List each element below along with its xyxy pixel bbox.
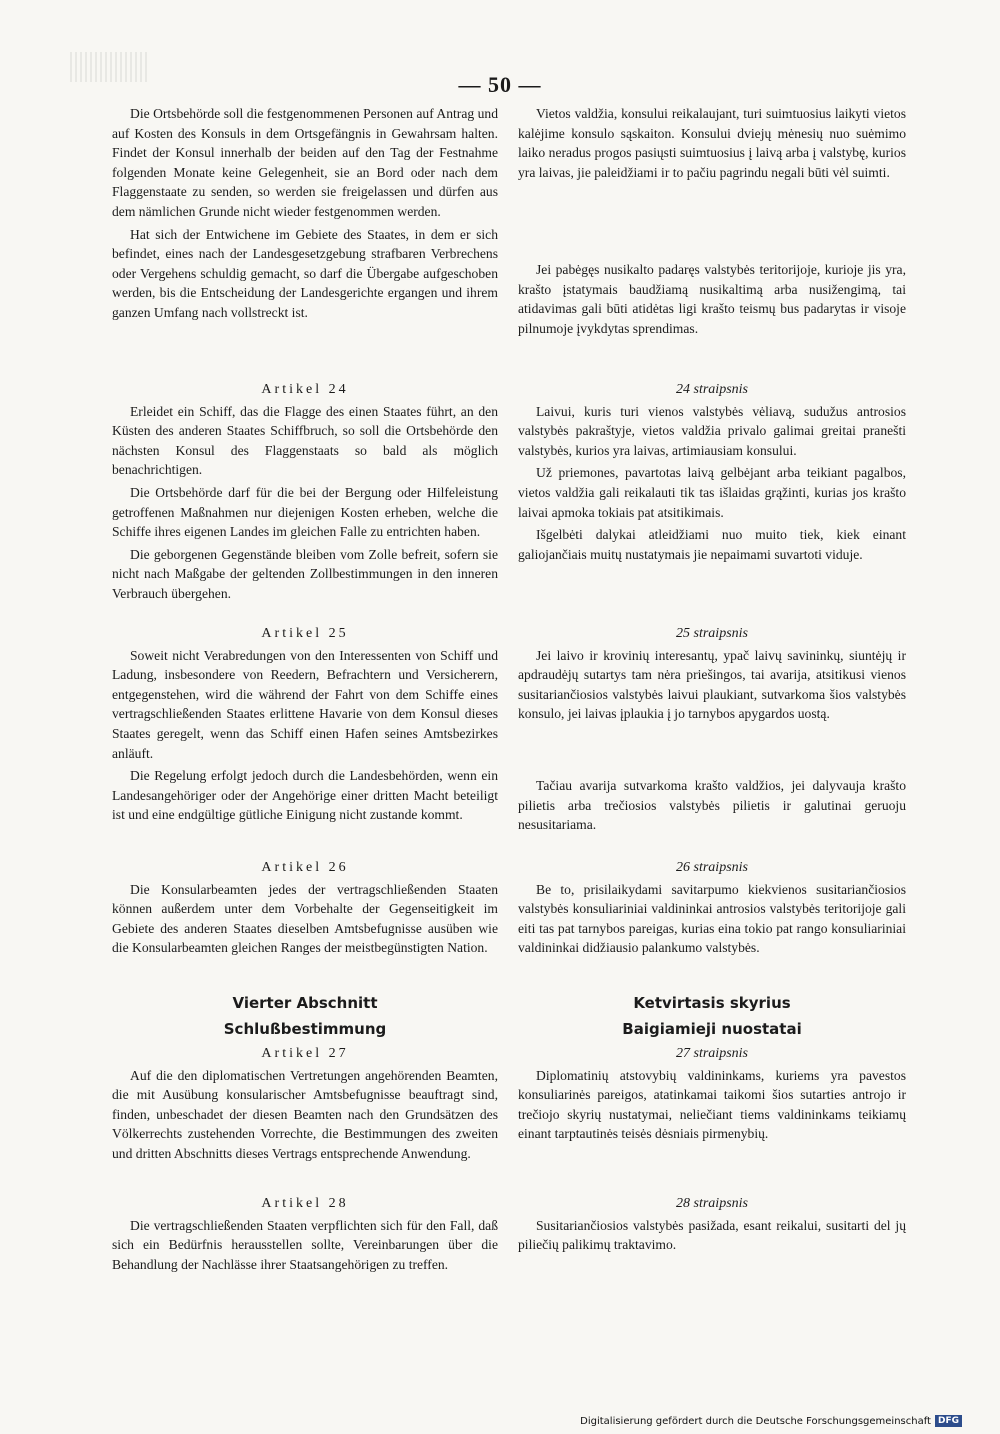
footer-text: Digitalisierung gefördert durch die Deutsche Forschungsgemeinschaft [580, 1415, 931, 1427]
paragraph: Už priemones, pavartotas laivą gelbėjant arba teikiant pagalbos, vietos valdžia gali reikalauti tik tas išlaidas grąžinti, kurias jos krašto laivai apmoka tokiais pat atsitikimais. [518, 465, 906, 520]
section-subtitle: Schlußbestimmung [223, 1019, 387, 1038]
german-article-28 [112, 1194, 498, 1274]
article-heading: 24 straipsnis [676, 382, 748, 397]
paragraph: Susitariančiosios valstybės pasižada, esant reikalui, susitarti del jų piliečių palikimų traktavimo. [518, 1217, 906, 1253]
paragraph: Die Ortsbehörde soll die festgenommenen Personen auf Antrag und auf Kosten des Konsuls in dem Ortsgefängnis in Gewahrsam halten. Findet der Konsul innerhalb der beiden auf den Tag der Festnahme folgenden Monate keine Gelegenheit, sie an Bord oder nach dem Flaggenstaate zu senden, so werden sie freigelassen und dürfen aus dem nämlichen Grunde nicht wieder festgenommen werden. [112, 106, 498, 219]
paragraph: Auf die den diplomatischen Vertretungen angehörenden Beamten, die mit Ausübung konsularischer Amtsbefugnisse beauftragt sind, finden, unbeschadet der diesen Beamten nach den Grundsätzen des Völkerrechts zustehenden Vorrechte, die Bestimmungen des zweiten und dritten Abschnitts dieses Vertrags entsprechende Anwendung. [112, 1067, 498, 1161]
lithuanian-section-heading [518, 994, 906, 1039]
lithuanian-article-26 [518, 858, 906, 958]
paragraph: Tačiau avarija sutvarkoma krašto valdžios, jei dalyvauja krašto pilietis arba trečiosios valstybės pilietis ir galutinai geruoju nesusitariama. [518, 778, 906, 833]
paragraph: Jei pabėgęs nusikalto padaręs valstybės teritorijoje, kurioje jis yra, krašto įstatymais baudžiamą nusikaltimą arba nusižengimą, tai atidavimas gali būti atidėtas ligi krašto teismų bus padarytas ir visoje pilnumoje įvykdytas sprendimas. [518, 262, 906, 336]
paragraph: Die Konsularbeamten jedes der vertragschließenden Staaten können außerdem unter dem Vorbehalte der Gegenseitigkeit im Gebiete des anderen Staates dieselben Amtsbefugnisse ausüben wie die Konsularbeamten gleichen Ranges der meistbegünstigten Nation. [112, 881, 498, 956]
paragraph: Die geborgenen Gegenstände bleiben vom Zolle befreit, sofern sie nicht nach Maßgabe der geltenden Zollbestimmungen in den inneren Verbrauch übergehen. [112, 546, 498, 601]
lithuanian-block-second [518, 260, 906, 338]
german-article-25 [112, 624, 498, 825]
paragraph: Soweit nicht Verabredungen von den Interessenten von Schiff und Ladung, insbesondere von Reedern, Befrachtern und Versicherern, entgegenstehen, wird die während der Fahrt von dem Schiffe eines vertragschließenden Staates erlittene Havarie von dem Konsul dieses Staates geregelt, wenn das Schiff einen Hafen seines Amtsbezirkes anläuft. [112, 647, 498, 761]
lithuanian-article-25 [518, 624, 906, 724]
paragraph: Išgelbėti dalykai atleidžiami nuo muito tiek, kiek einant galiojančiais muitų nustatymais jie nepaimami suvartoti viduje. [518, 527, 906, 562]
paragraph: Erleidet ein Schiff, das die Flagge des einen Staates führt, an den Küsten des anderen Staates Schiffbruch, so soll die Ortsbehörde den nächsten Konsul des Flaggenstaats so bald als möglich benachrichtigen. [112, 403, 498, 478]
paragraph: Diplomatinių atstovybių valdininkams, kuriems yra pavestos konsuliarinės pareigos, atatinkamai taikomi šios sutarties antrojo ir trečiojo skyrių nustatymai, neliečiant tiems valdininkams teikiamų einant tarptautinės teisės dėsniais pirmenybių. [518, 1067, 906, 1142]
article-heading: 28 straipsnis [676, 1196, 748, 1211]
paragraph: Jei laivo ir krovinių interesantų, ypač laivų savininkų, siuntėjų ir apdraudėjų sutartys tam nėra priešingos, tai avarija, atsitikusi vienos susitariančiosios valstybės laivui plaukiant, sutvarkoma šios valstybės konsulo, jei laivas įplaukia į jo tarnybos apygardos uostą. [518, 647, 906, 722]
german-section-heading [112, 994, 498, 1039]
paragraph: Be to, prisilaikydami savitarpumo kiekvienos susitariančiosios valstybės konsuliariniai valdininkai antrosios valstybės teritorijoje gali eiti tas pat tarnybos pareigas, kurias eina tokio pat rango konsuliariniai valdininkai didžiausio palankumo valstybės. [518, 881, 906, 956]
lithuanian-article-28 [518, 1194, 906, 1255]
section-title: Ketvirtasis skyrius [633, 994, 791, 1012]
german-block-intro [112, 104, 498, 323]
section-subtitle: Baigiamieji nuostatai [622, 1019, 802, 1038]
paragraph: Die vertragschließenden Staaten verpflichten sich für den Fall, daß sich ein Bedürfnis herausstellen sollte, Vereinbarungen über die Behandlung der Nachlässe ihrer Staatsangehörigen zu treffen. [112, 1217, 498, 1272]
paragraph: Vietos valdžia, konsului reikalaujant, turi suimtuosius laikyti vietos kalėjime konsulo sąskaiton. Konsului dviejų mėnesių nuo suėmimo laiko neradus progos pasiųsti suimtuosius į laivą arba į valstybę, kurios yra laivas, jie paleidžiami ir to pačiu pagrindu negali būti vėl suimti. [518, 106, 906, 180]
german-article-24 [112, 380, 498, 604]
page-number: — 50 — [458, 72, 542, 97]
paragraph: Laivui, kuris turi vienos valstybės vėliavą, sudužus antrosios valstybės pakraštyje, vietos valdžia privalo galimai greitai pranešti valstybės, kurios yra laivas, artimiausiam konsului. [518, 403, 906, 458]
lithuanian-article-27 [518, 1044, 906, 1144]
lithuanian-block-intro [518, 104, 906, 182]
paragraph: Die Regelung erfolgt jedoch durch die Landesbehörden, wenn ein Landesangehöriger oder der Angehörige einer dritten Macht beteiligt ist und eine endgültige gütliche Einigung nicht zustande kommt. [112, 768, 498, 823]
paragraph: Hat sich der Entwichene im Gebiete des Staates, in dem er sich befindet, eines nach der Landesgesetzgebung strafbaren Verbrechens oder Vergehens schuldig gemacht, so darf die Übergabe aufgeschoben werden, bis die Entscheidung der Landesgerichte ergangen und ihrem ganzen Umfang nach vollstreckt ist. [112, 226, 498, 320]
article-heading: 25 straipsnis [676, 626, 748, 641]
german-article-27 [112, 1044, 498, 1164]
article-heading: 26 straipsnis [676, 860, 748, 875]
german-article-26 [112, 858, 498, 958]
lithuanian-article-24 [518, 380, 906, 564]
section-title: Vierter Abschnitt [232, 994, 378, 1012]
article-heading: Artikel 26 [261, 860, 349, 875]
lithuanian-article-25-second [518, 776, 906, 835]
dfg-logo-icon: DFG [935, 1415, 962, 1427]
paragraph: Die Ortsbehörde darf für die bei der Bergung oder Hilfeleistung getroffenen Maßnahmen nur diejenigen Kosten erheben, welche die Schiffe ihres eigenen Landes im gleichen Falle zu entrichten haben. [112, 484, 498, 540]
article-heading: Artikel 27 [261, 1046, 349, 1061]
footer-credit [580, 1415, 962, 1427]
article-heading: 27 straipsnis [676, 1046, 748, 1061]
article-heading: Artikel 28 [261, 1196, 349, 1211]
article-heading: Artikel 25 [261, 626, 349, 641]
article-heading: Artikel 24 [261, 382, 349, 397]
